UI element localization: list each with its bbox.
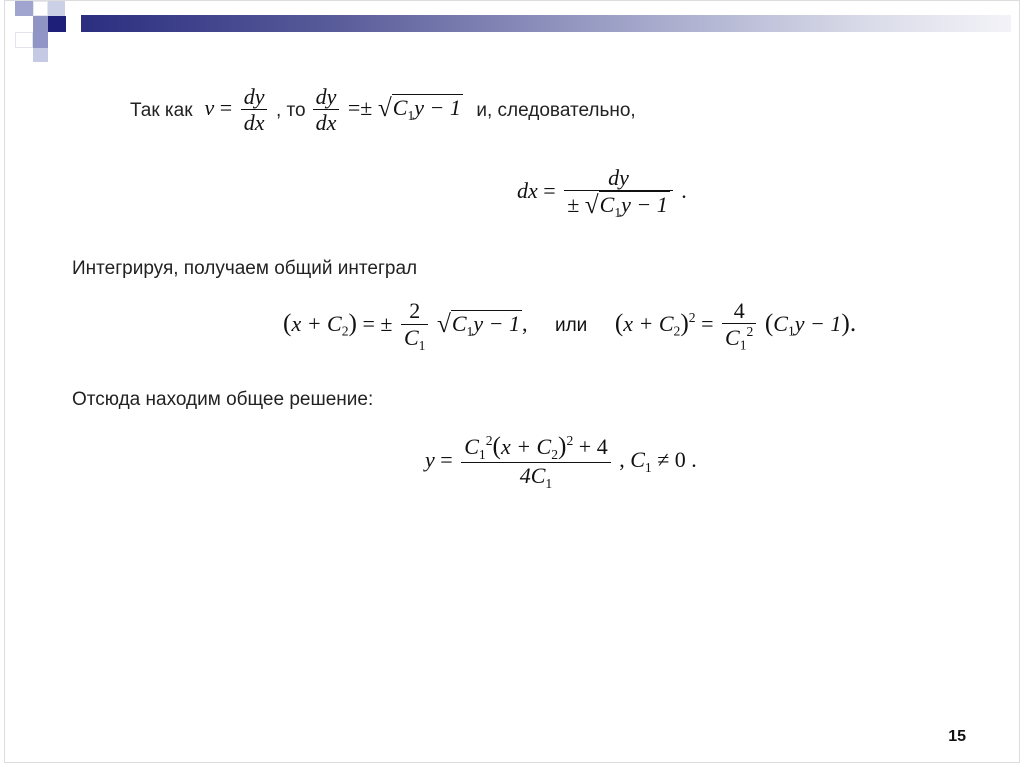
subscript: 1 (478, 446, 486, 462)
subscript: 2 (341, 323, 349, 339)
superscript: 2 (746, 324, 754, 340)
const-c: C (451, 310, 467, 336)
subscript: 1 (418, 337, 426, 353)
x-plus-c: x + C (500, 434, 552, 459)
line1-text: Так как (130, 100, 193, 122)
formula-general-solution (425, 432, 697, 492)
general-solution-text: Отсюда находим общее решение: (72, 389, 374, 410)
const-c: C (464, 434, 479, 459)
superscript: 2 (688, 309, 696, 325)
paren-left: ( (492, 432, 501, 460)
fraction-solution (461, 432, 611, 492)
header-square (65, 1, 81, 16)
paren-left: ( (614, 308, 624, 337)
var-y: y (425, 446, 435, 472)
line-1 (130, 84, 636, 136)
comma: , (521, 310, 528, 336)
subscript: 1 (407, 107, 415, 123)
header-square (48, 16, 66, 32)
plus-minus: ± (567, 192, 580, 218)
const-c: C (392, 94, 408, 120)
page-number: 15 (948, 728, 966, 745)
header-square (48, 1, 66, 16)
fraction-dy-dx-2 (313, 84, 340, 136)
plus-four: + 4 (578, 434, 608, 459)
const-c: C (403, 324, 419, 350)
denominator: dx (315, 110, 337, 136)
radicand-rest: y − 1 (414, 94, 461, 120)
const-c: C (773, 310, 788, 336)
numerator: 2 (401, 298, 429, 324)
radicand-rest: y − 1 (473, 310, 520, 336)
numerator: dy (313, 84, 340, 110)
equals: = (219, 94, 233, 120)
equals-plus-minus: =± (347, 94, 373, 120)
square-root: $√C_1y - 1$ (584, 191, 668, 220)
paren-left: ( (283, 308, 292, 337)
x-plus-c: x + C (623, 310, 674, 336)
formula-dx (517, 165, 687, 220)
subscript: 1 (466, 323, 474, 339)
subscript: 1 (739, 337, 747, 353)
subscript: 1 (787, 323, 795, 339)
header-square (33, 32, 48, 48)
formula-v-definition (204, 84, 276, 136)
lhs-dx: dx (517, 177, 538, 203)
fraction-dy-dx (241, 84, 268, 136)
equals: = (440, 446, 453, 472)
header-square (33, 1, 48, 16)
paren-right-period: ). (841, 308, 857, 337)
paren-right: ) (680, 308, 689, 337)
fraction-4-over-c1-squared (722, 298, 756, 354)
line1-to: , то (275, 100, 306, 122)
fraction-dx (564, 165, 673, 220)
header-square (33, 48, 48, 62)
denominator: dx (243, 110, 265, 136)
paren-left: ( (764, 308, 774, 337)
equals-plus-minus: = ± (362, 310, 393, 336)
or-word: или (554, 314, 588, 336)
fraction-2-over-c1 (401, 298, 429, 353)
header-square (15, 32, 33, 48)
period: . (681, 177, 687, 203)
radicand-rest: y − 1 (621, 192, 668, 218)
var-v: v (204, 94, 215, 120)
const-c: C (725, 325, 740, 351)
expression-rest: y − 1 (794, 310, 842, 336)
numerator: 4 (722, 298, 756, 324)
superscript: 2 (566, 433, 574, 449)
const-c: C (630, 446, 645, 472)
paren-right: ) (558, 432, 567, 460)
formula-general-integral (283, 298, 856, 354)
paren-right: ) (348, 308, 357, 337)
const-c: C (599, 192, 615, 218)
comma: , (619, 446, 625, 472)
subscript: 1 (614, 204, 622, 220)
equals: = (543, 177, 556, 203)
subscript: 1 (545, 476, 553, 492)
header-square (15, 16, 33, 32)
header-square (15, 1, 33, 16)
subscript: 1 (644, 459, 652, 475)
x-plus-c: x + C (291, 310, 342, 336)
line1-consequently: и, следовательно, (476, 100, 636, 122)
integrating-text: Интегрируя, получаем общий интеграл (72, 258, 418, 279)
denominator-4c: 4C (519, 463, 546, 489)
numerator: dy (241, 84, 268, 110)
square-root: $√C_1y - 1$ (436, 310, 520, 339)
superscript: 2 (485, 433, 493, 449)
header-square (33, 16, 48, 32)
equals: = (701, 310, 714, 336)
denominator (564, 191, 673, 220)
not-equal-zero: ≠ 0 . (657, 446, 697, 472)
subscript: 2 (673, 323, 681, 339)
square-root: $√C_1y - 1$ (377, 94, 461, 123)
numerator: dy (564, 165, 673, 191)
title-gradient-bar (81, 15, 1011, 32)
formula-derivative (310, 84, 469, 136)
subscript: 2 (551, 446, 559, 462)
